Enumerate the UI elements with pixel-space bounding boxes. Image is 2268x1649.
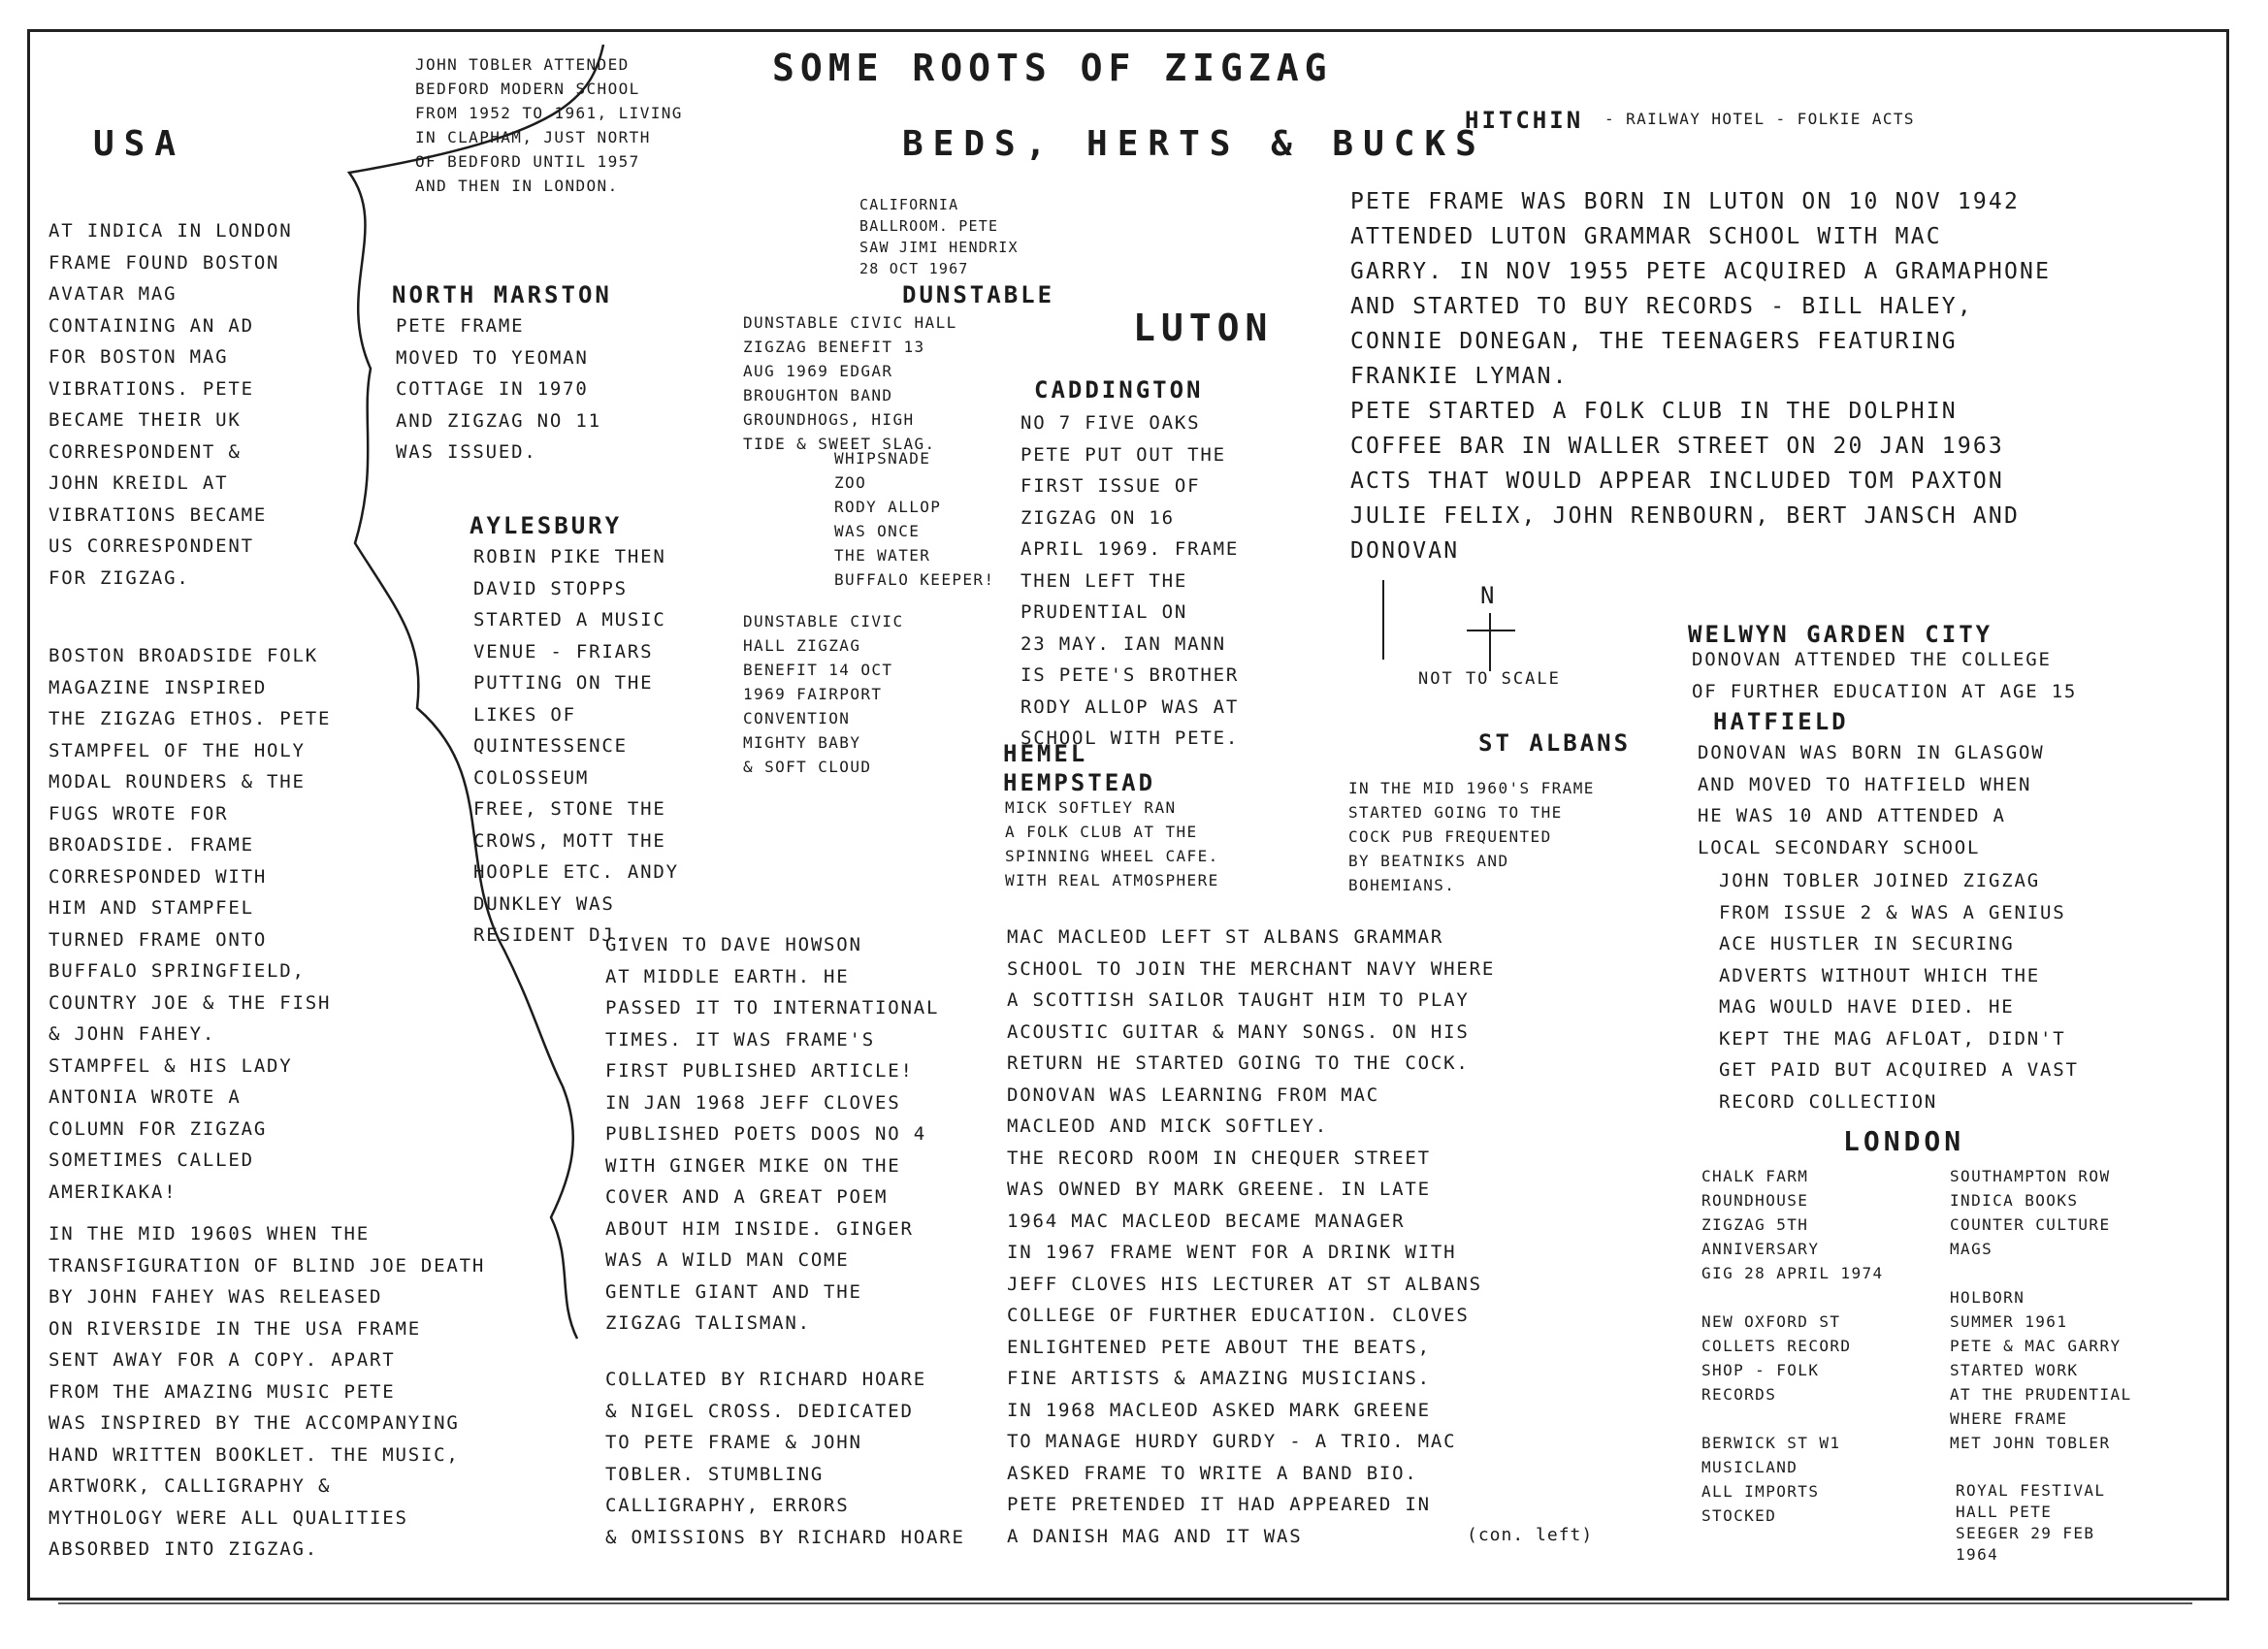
- tobler-text: JOHN TOBLER JOINED ZIGZAG FROM ISSUE 2 & WAS A GENIUS ACE HUSTLER IN SECURING ADVERTS WITHOUT WHICH THE MAG WOULD HAVE DIED. HE KEPT THE MAG AFLOAT, DIDN'T GET PAID BUT ACQUIRED A VAST RECORD COLLECTION: [1719, 870, 2079, 1113]
- bedford-text: JOHN TOBLER ATTENDED BEDFORD MODERN SCHOOL FROM 1952 TO 1961, LIVING IN CLAPHAM, JUST NORTH OF BEDFORD UNTIL 1957 AND THEN IN LONDON.: [415, 55, 683, 195]
- usa-vibrations-text: AT INDICA IN LONDON FRAME FOUND BOSTON AVATAR MAG CONTAINING AN AD FOR BOSTON MAG VIBRATIONS. PETE BECAME THEIR UK CORRESPONDENT & JOHN KREIDL AT VIBRATIONS BECAME US CORRESPONDENT FOR ZIGZAG.: [49, 220, 293, 589]
- london-heading: LONDON: [1843, 1125, 1965, 1157]
- north-label: N: [1480, 582, 1498, 609]
- california-ballroom-text: CALIFORNIA BALLROOM. PETE SAW JIMI HENDRIX 28 OCT 1967: [859, 196, 1019, 277]
- hatfield-heading: HATFIELD: [1713, 708, 1849, 735]
- caddington-heading: CADDINGTON: [1034, 376, 1204, 404]
- whipsnade-zoo-text: WHIPSNADE ZOO RODY ALLOP WAS ONCE THE WATER BUFFALO KEEPER!: [834, 449, 995, 589]
- london-col1: CHALK FARM ROUNDHOUSE ZIGZAG 5TH ANNIVERSARY GIG 28 APRIL 1974 NEW OXFORD ST COLLETS RECORD SHOP - FOLK RECORDS BERWICK ST W1 MUSICLAND ALL IMPORTS STOCKED: [1701, 1167, 1884, 1525]
- st-albans-text: IN THE MID 1960'S FRAME STARTED GOING TO THE COCK PUB FREQUENTED BY BEATNIKS AND BOHEMIANS.: [1348, 779, 1595, 894]
- continued-left-note: (con. left): [1467, 1525, 1594, 1545]
- welwyn-text: DONOVAN ATTENDED THE COLLEGE OF FURTHER EDUCATION AT AGE 15: [1692, 649, 2078, 702]
- dunstable-civic-hall-1969-oct: DUNSTABLE CIVIC HALL ZIGZAG BENEFIT 14 OCT 1969 FAIRPORT CONVENTION MIGHTY BABY & SOFT CLOUD: [743, 612, 904, 776]
- pete-frame-biography: PETE FRAME WAS BORN IN LUTON ON 10 NOV 1942 ATTENDED LUTON GRAMMAR SCHOOL WITH MAC GARRY. IN NOV 1955 PETE ACQUIRED A GRAMAPHONE AND STARTED TO BUY RECORDS - BILL HALEY, CONNIE DONEGAN, THE TEENAGERS FEATURING FRANKIE LYMAN. PETE STARTED A FOLK CLUB IN THE DOLPHIN COFFEE BAR IN WALLER STREET ON 20 JAN 1963 ACTS THAT WOULD APPEAR INCLUDED TOM PAXTON JULIE FELIX, JOHN RENBOURN, BERT JANSCH AND DONOVAN: [1350, 189, 2052, 564]
- london-col2a: SOUTHAMPTON ROW INDICA BOOKS COUNTER CULTURE MAGS HOLBORN SUMMER 1961 PETE & MAC GARRY STARTED WORK AT THE PRUDENTIAL WHERE FRAME MET JOHN TOBLER: [1950, 1167, 2132, 1452]
- luton-heading: LUTON: [1133, 307, 1274, 349]
- usa-heading: USA: [93, 124, 186, 164]
- welwyn-heading: WELWYN GARDEN CITY: [1688, 621, 1993, 648]
- dunstable-heading: DUNSTABLE: [902, 281, 1055, 308]
- caddington-text: NO 7 FIVE OAKS PETE PUT OUT THE FIRST ISSUE OF ZIGZAG ON 16 APRIL 1969. FRAME THEN LEFT THE PRUDENTIAL ON 23 MAY. IAN MANN IS PETE'S BROTHER RODY ALLOP WAS AT SCHOOL WITH PETE.: [1021, 412, 1240, 749]
- st-albans-heading: ST ALBANS: [1478, 729, 1632, 757]
- mac-macleod-text: MAC MACLEOD LEFT ST ALBANS GRAMMAR SCHOOL TO JOIN THE MERCHANT NAVY WHERE A SCOTTISH SAILOR TAUGHT HIM TO PLAY ACOUSTIC GUITAR & MANY SONGS. ON HIS RETURN HE STARTED GOING TO THE COCK. DONOVAN WAS LEARNING FROM MAC MACLEOD AND MICK SOFTLEY. THE RECORD ROOM IN CHEQUER STREET WAS OWNED BY MARK GREENE. IN LATE 1964 MAC MACLEOD BECAME MANAGER IN 1967 FRAME WENT FOR A DRINK WITH JEFF CLOVES HIS LECTURER AT ST ALBANS COLLEGE OF FURTHER EDUCATION. CLOVES ENLIGHTENED PETE ABOUT THE BEATS, FINE ARTISTS & AMAZING MUSICIANS. IN 1968 MACLEOD ASKED MARK GREENE TO MANAGE HURDY GURDY - A TRIO. MAC ASKED FRAME TO WRITE A BAND BIO. PETE PRETENDED IT HAD APPEARED IN A DANISH MAG AND IT WAS: [1007, 926, 1496, 1547]
- aylesbury-heading: AYLESBURY: [470, 512, 623, 539]
- map-subtitle: BEDS, HERTS & BUCKS: [902, 124, 1486, 164]
- hitchin-text: - RAILWAY HOTEL - FOLKIE ACTS: [1604, 110, 1915, 128]
- not-to-scale-note: NOT TO SCALE: [1418, 669, 1561, 689]
- collated-credits: COLLATED BY RICHARD HOARE & NIGEL CROSS. DEDICATED TO PETE FRAME & JOHN TOBLER. STUMBLING CALLIGRAPHY, ERRORS & OMISSIONS BY RICHARD HOARE: [605, 1369, 965, 1548]
- aylesbury-text: ROBIN PIKE THEN DAVID STOPPS STARTED A MUSIC VENUE - FRIARS PUTTING ON THE LIKES OF QUINTESSENCE COLOSSEUM FREE, STONE THE CROWS, MOTT THE HOOPLE ETC. ANDY DUNKLEY WAS RESIDENT DJ.: [473, 546, 679, 946]
- hemel-hempstead-text: MICK SOFTLEY RAN A FOLK CLUB AT THE SPINNING WHEEL CAFE. WITH REAL ATMOSPHERE: [1005, 798, 1219, 889]
- london-col2b: ROYAL FESTIVAL HALL PETE SEEGER 29 FEB 1964: [1956, 1481, 2106, 1564]
- hitchin-heading: HITCHIN: [1465, 107, 1584, 134]
- map-title: SOME ROOTS OF ZIGZAG: [772, 47, 1333, 89]
- dunstable-civic-hall-1969-aug: DUNSTABLE CIVIC HALL ZIGZAG BENEFIT 13 AUG 1969 EDGAR BROUGHTON BAND GROUNDHOGS, HIGH TIDE & SWEET SLAG.: [743, 313, 957, 453]
- middle-earth-text: GIVEN TO DAVE HOWSON AT MIDDLE EARTH. HE PASSED IT TO INTERNATIONAL TIMES. IT WAS FRAME'S FIRST PUBLISHED ARTICLE! IN JAN 1968 JEFF CLOVES PUBLISHED POETS DOOS NO 4 WITH GINGER MIKE ON THE COVER AND A GREAT POEM ABOUT HIM INSIDE. GINGER WAS A WILD MAN COME GENTLE GIANT AND THE ZIGZAG TALISMAN.: [605, 934, 940, 1334]
- north-marston-text: PETE FRAME MOVED TO YEOMAN COTTAGE IN 1970 AND ZIGZAG NO 11 WAS ISSUED.: [396, 315, 601, 463]
- hatfield-text: DONOVAN WAS BORN IN GLASGOW AND MOVED TO HATFIELD WHEN HE WAS 10 AND ATTENDED A LOCAL SECONDARY SCHOOL: [1698, 742, 2045, 858]
- usa-fahey-text: IN THE MID 1960S WHEN THE TRANSFIGURATION OF BLIND JOE DEATH BY JOHN FAHEY WAS RELEASED ON RIVERSIDE IN THE USA FRAME SENT AWAY FOR A COPY. APART FROM THE AMAZING MUSIC PETE WAS INSPIRED BY THE ACCOMPANYING HAND WRITTEN BOOKLET. THE MUSIC, ARTWORK, CALLIGRAPHY & MYTHOLOGY WERE ALL QUALITIES ABSORBED INTO ZIGZAG.: [49, 1223, 486, 1560]
- north-marston-heading: NORTH MARSTON: [392, 281, 612, 308]
- usa-broadside-text: BOSTON BROADSIDE FOLK MAGAZINE INSPIRED THE ZIGZAG ETHOS. PETE STAMPFEL OF THE HOLY MODAL ROUNDERS & THE FUGS WROTE FOR BROADSIDE. FRAME CORRESPONDED WITH HIM AND STAMPFEL TURNED FRAME ONTO BUFFALO SPRINGFIELD, COUNTRY JOE & THE FISH & JOHN FAHEY. STAMPFEL & HIS LADY ANTONIA WROTE A COLUMN FOR ZIGZAG SOMETIMES CALLED AMERIKAKA!: [49, 645, 332, 1203]
- hemel-hempstead-heading: HEMEL HEMPSTEAD: [1003, 740, 1156, 796]
